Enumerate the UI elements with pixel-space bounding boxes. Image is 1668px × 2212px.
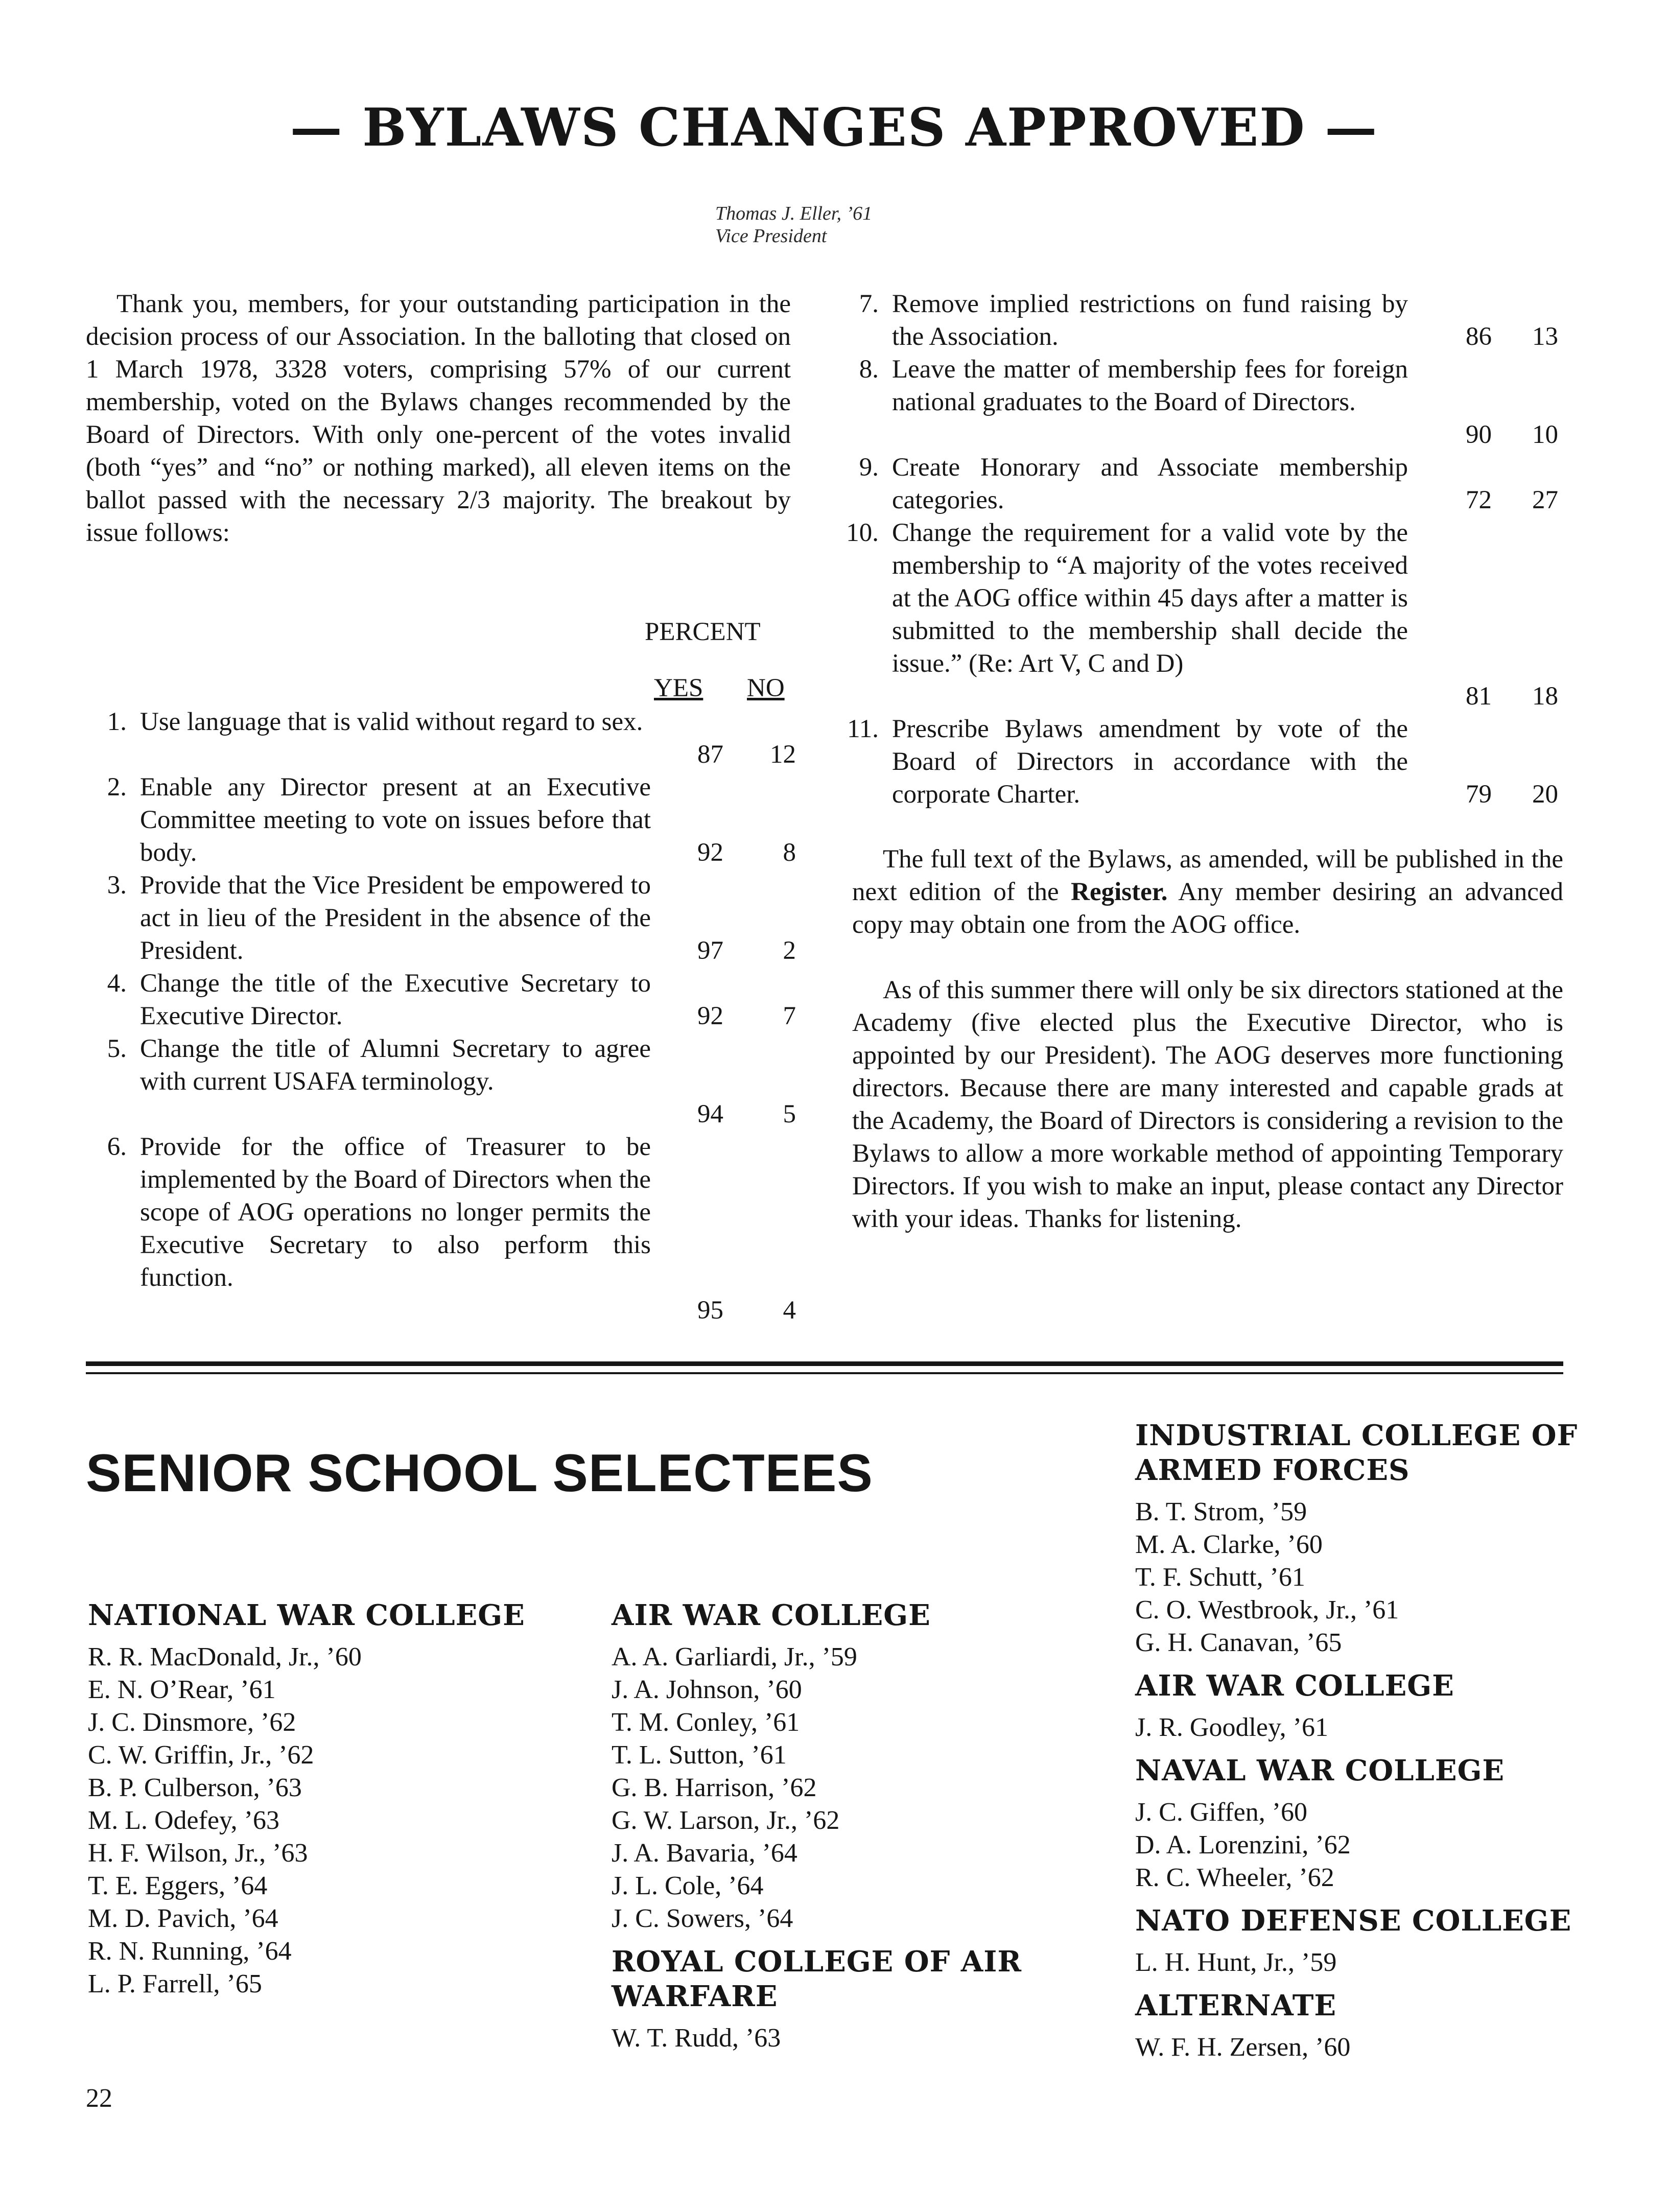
- item-yes: 95: [697, 1296, 723, 1325]
- item-text: Provide for the office of Treasurer to be implemented by the Board of Directors when the scope of AOG operations no longer permits the Executive Secretary to also perform this function.: [140, 1133, 651, 1292]
- register-link-text: Register.: [1071, 878, 1168, 906]
- list-item: G. B. Harrison, ’62: [612, 1773, 817, 1802]
- section-heading: [1135, 1418, 1578, 1488]
- list-item: W. T. Rudd, ’63: [612, 2023, 781, 2053]
- list-item: T. M. Conley, ’61: [612, 1708, 800, 1737]
- percent-header: PERCENT: [645, 618, 761, 646]
- name-list: [1135, 1796, 1578, 1894]
- item-yes: 87: [697, 740, 723, 769]
- item-text: Create Honorary and Associate membership categories.: [892, 453, 1408, 514]
- item-yes: 81: [1466, 682, 1492, 711]
- list-item: E. N. O’Rear, ’61: [88, 1675, 276, 1704]
- list-item: T. F. Schutt, ’61: [1135, 1563, 1305, 1592]
- name-list: [88, 1641, 525, 2001]
- section-heading: NATO DEFENSE COLLEGE: [1135, 1904, 1572, 1938]
- air-war-college-section: [612, 1598, 1022, 2055]
- section-heading: NATIONAL WAR COLLEGE: [88, 1598, 525, 1632]
- list-item: J. C. Dinsmore, ’62: [88, 1708, 296, 1737]
- name-list: [612, 2022, 1022, 2055]
- page-number: 22: [86, 2084, 112, 2113]
- list-item: C. O. Westbrook, Jr., ’61: [1135, 1595, 1399, 1625]
- section-heading: ALTERNATE: [1135, 1989, 1337, 2022]
- list-item: G. W. Larson, Jr., ’62: [612, 1806, 840, 1835]
- item-yes: 92: [697, 838, 723, 867]
- item-text: Remove implied restrictions on fund raising by the Association.: [892, 290, 1408, 351]
- item-no: 20: [1532, 780, 1558, 809]
- list-item: W. F. H. Zersen, ’60: [1135, 2033, 1351, 2062]
- item-number: 6.: [107, 1133, 127, 1161]
- list-item: J. R. Goodley, ’61: [1135, 1713, 1328, 1742]
- item-text: Change the title of the Executive Secretary to Executive Director.: [140, 969, 651, 1030]
- section-heading: AIR WAR COLLEGE: [1135, 1669, 1454, 1703]
- name-list: [1135, 2031, 1578, 2064]
- list-item: M. D. Pavich, ’64: [88, 1904, 278, 1933]
- heading-line: ROYAL COLLEGE OF AIR: [612, 1945, 1022, 1979]
- item-number: 11.: [847, 715, 879, 743]
- list-item: M. L. Odefey, ’63: [88, 1806, 279, 1835]
- item-yes: 90: [1466, 420, 1492, 449]
- closing-text: Any member desiring an advanced copy may obtain one from the AOG office.: [852, 878, 1563, 939]
- list-item: J. C. Giffen, ’60: [1135, 1798, 1308, 1827]
- item-number: 10.: [846, 519, 879, 547]
- item-no: 12: [770, 740, 796, 769]
- industrial-college-section: [1135, 1418, 1578, 2064]
- closing-paragraph-2: As of this summer there will only be six directors stationed at the Academy (five elected plus the Executive Director, who is appointed by our President). The AOG deserves more functioning directors. Because there are many interested and capable grads at the Academy, the Board of Directors is considering a revision to the Bylaws to allow a more workable method of appointing Temporary Directors. If you wish to make an input, please contact any Director with your ideas. Thanks for listening.: [852, 976, 1563, 1233]
- list-item: G. H. Canavan, ’65: [1135, 1628, 1342, 1657]
- item-text: Change the requirement for a valid vote by the membership to “A majority of the votes received at the AOG office within 45 days after a matter is submitted to the membership shall decide the issue.” (Re: Art V, C and D): [892, 519, 1408, 678]
- item-text: Change the title of Alumni Secretary to agree with current USAFA terminology.: [140, 1034, 651, 1096]
- section-divider: [86, 1361, 1563, 1366]
- name-list: [1135, 1946, 1578, 1979]
- list-item: B. T. Strom, ’59: [1135, 1497, 1307, 1526]
- author-name: Thomas J. Eller, ’61: [715, 203, 873, 224]
- list-item: L. H. Hunt, Jr., ’59: [1135, 1948, 1337, 1977]
- list-item: L. P. Farrell, ’65: [88, 1969, 262, 1998]
- item-text: Provide that the Vice President be empowered to act in lieu of the President in the absence of the President.: [140, 871, 651, 965]
- name-list: [612, 1641, 1022, 1935]
- item-yes: 79: [1466, 780, 1492, 809]
- selectees-title: SENIOR SCHOOL SELECTEES: [86, 1444, 873, 1503]
- item-text: Enable any Director present at an Executive Committee meeting to vote on issues before that body.: [140, 773, 651, 867]
- list-item: R. R. MacDonald, Jr., ’60: [88, 1642, 362, 1672]
- list-item: T. E. Eggers, ’64: [88, 1871, 268, 1900]
- heading-line: WARFARE: [612, 1980, 778, 2013]
- intro-paragraph: Thank you, members, for your outstanding participation in the decision process of our Association. In the balloting that closed on 1 March 1978, 3328 voters, comprising 57% of our current membership, voted on the Bylaws changes recommended by the Board of Directors. With only one-percent of the votes invalid (both “yes” and “no” or nothing marked), all eleven items on the ballot passed with the necessary 2/3 majority. The breakout by issue follows:: [86, 290, 791, 547]
- item-yes: 97: [697, 936, 723, 965]
- item-no: 13: [1532, 322, 1558, 351]
- national-war-college-section: [88, 1598, 525, 2001]
- item-number: 3.: [107, 871, 127, 900]
- article-title: — BYLAWS CHANGES APPROVED —: [290, 97, 1378, 158]
- list-item: T. L. Sutton, ’61: [612, 1740, 787, 1770]
- name-list: [1135, 1496, 1578, 1659]
- list-item: M. A. Clarke, ’60: [1135, 1530, 1323, 1559]
- list-item: B. P. Culberson, ’63: [88, 1773, 302, 1802]
- list-item: J. A. Johnson, ’60: [612, 1675, 802, 1704]
- list-item: A. A. Garliardi, Jr., ’59: [612, 1642, 857, 1672]
- section-heading: AIR WAR COLLEGE: [612, 1598, 931, 1632]
- closing-paragraph-1: [852, 843, 1563, 941]
- list-item: R. N. Running, ’64: [88, 1937, 292, 1966]
- item-no: 18: [1532, 682, 1558, 711]
- byline: [715, 202, 1073, 247]
- item-number: 9.: [859, 453, 879, 482]
- item-no: 27: [1532, 486, 1558, 514]
- yes-header: YES: [654, 674, 703, 702]
- list-item: R. C. Wheeler, ’62: [1135, 1863, 1334, 1892]
- list-item: J. A. Bavaria, ’64: [612, 1839, 797, 1868]
- item-no: 2: [783, 936, 796, 965]
- section-heading: NAVAL WAR COLLEGE: [1135, 1754, 1505, 1787]
- item-no: 7: [783, 1002, 796, 1030]
- item-number: 4.: [107, 969, 127, 998]
- item-yes: 94: [697, 1100, 723, 1128]
- item-yes: 72: [1466, 486, 1492, 514]
- item-no: 5: [783, 1100, 796, 1128]
- list-item: H. F. Wilson, Jr., ’63: [88, 1839, 308, 1868]
- item-yes: 92: [697, 1002, 723, 1030]
- section-heading: [612, 1944, 1022, 2014]
- item-text: Prescribe Bylaws amendment by vote of the Board of Directors in accordance with the corporate Charter.: [892, 715, 1408, 809]
- item-text: Leave the matter of membership fees for foreign national graduates to the Board of Directors.: [892, 355, 1408, 416]
- list-item: J. L. Cole, ’64: [612, 1871, 764, 1900]
- item-number: 8.: [859, 355, 879, 384]
- name-list: [1135, 1711, 1578, 1744]
- closing-text: The full text of the Bylaws, as amended, will be published in the next edition of the: [852, 845, 1563, 906]
- no-header: NO: [747, 674, 785, 702]
- author-title: Vice President: [715, 225, 827, 247]
- item-number: 2.: [107, 773, 127, 802]
- item-no: 4: [783, 1296, 796, 1325]
- item-number: 1.: [107, 708, 127, 736]
- heading-line: INDUSTRIAL COLLEGE OF: [1135, 1419, 1578, 1452]
- item-number: 5.: [107, 1034, 127, 1063]
- item-no: 8: [783, 838, 796, 867]
- list-item: D. A. Lorenzini, ’62: [1135, 1830, 1351, 1860]
- item-yes: 86: [1466, 322, 1492, 351]
- item-no: 10: [1532, 420, 1558, 449]
- item-number: 7.: [859, 290, 879, 318]
- list-item: J. C. Sowers, ’64: [612, 1904, 793, 1933]
- section-divider-thin: [86, 1372, 1563, 1374]
- list-item: C. W. Griffin, Jr., ’62: [88, 1740, 314, 1770]
- item-text: Use language that is valid without regard to sex.: [140, 708, 643, 736]
- heading-line: ARMED FORCES: [1135, 1453, 1410, 1487]
